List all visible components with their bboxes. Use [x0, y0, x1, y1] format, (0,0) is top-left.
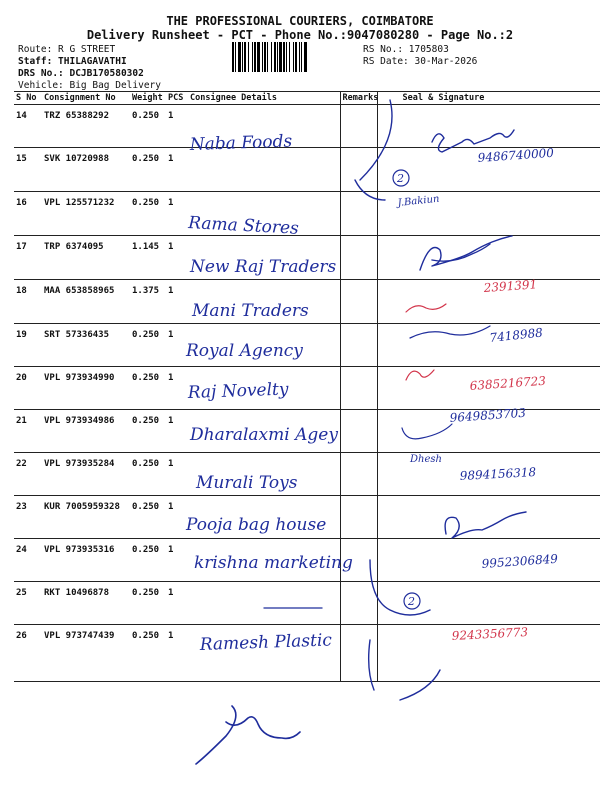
cell-sno: 14	[14, 105, 42, 148]
runsheet-subtitle: Delivery Runsheet - PCT - Phone No.:9047080280 - Page No.:2	[86, 28, 514, 42]
rs-number: RS No.: 1705803	[363, 44, 449, 55]
cell-sno: 21	[14, 410, 42, 453]
cell-weight: 0.250	[130, 453, 166, 496]
handwritten-mark: 2	[397, 172, 404, 185]
bracket-mark-top	[355, 100, 392, 200]
col-remarks: Remarks	[340, 92, 377, 105]
cell-sno: 16	[14, 192, 42, 236]
cell-sno: 26	[14, 625, 42, 682]
drs-number: DRS No.: DCJB170580302	[18, 68, 144, 79]
bracket-mark-bottom	[369, 560, 440, 700]
cell-consignment: TRZ 65388292	[42, 105, 130, 148]
cell-pcs: 1	[166, 582, 188, 625]
handwritten-phone: 7418988	[488, 325, 544, 345]
cell-consignment: VPL 125571232	[42, 192, 130, 236]
handwritten-consignee: Ramesh Plastic	[199, 630, 333, 655]
signature-18-scribble	[406, 304, 446, 312]
cell-pcs: 1	[166, 496, 188, 539]
page-signature	[196, 706, 300, 764]
signature-17-scribble	[420, 236, 512, 270]
handwritten-consignee: Murali Toys	[196, 473, 298, 493]
cell-pcs: 1	[166, 148, 188, 192]
handwritten-consignee: krishna marketing	[194, 553, 353, 573]
cell-pcs: 1	[166, 236, 188, 280]
handwritten-consignee: New Raj Traders	[190, 257, 337, 277]
handwritten-phone: 9649853703	[449, 405, 527, 425]
handwritten-consignee: Royal Agency	[186, 341, 303, 361]
cell-consignment: TRP 6374095	[42, 236, 130, 280]
staff-label: Staff: THILAGAVATHI	[18, 56, 127, 67]
col-pcs: PCS	[166, 92, 188, 105]
cell-sno: 20	[14, 367, 42, 410]
cell-consignment: VPL 973935284	[42, 453, 130, 496]
handwritten-phone: 9243356773	[451, 625, 529, 643]
handwritten-phone: 9952306849	[481, 551, 559, 571]
cell-sno: 24	[14, 539, 42, 582]
cell-sno: 22	[14, 453, 42, 496]
handwritten-phone: 9894156318	[459, 465, 537, 483]
cell-weight: 0.250	[130, 367, 166, 410]
cell-pcs: 1	[166, 105, 188, 148]
cell-consignment: VPL 973934990	[42, 367, 130, 410]
handwritten-mark: 2	[408, 595, 415, 608]
handwritten-consignee: Dharalaxmi Agey	[190, 425, 338, 445]
handwritten-name: J.Bakiun	[397, 193, 440, 209]
cell-sno: 17	[14, 236, 42, 280]
cell-sno: 23	[14, 496, 42, 539]
signature-21-scribble	[402, 424, 452, 439]
rs-date: RS Date: 30-Mar-2026	[363, 56, 478, 67]
signature-24-scribble	[445, 512, 526, 538]
cell-pcs: 1	[166, 410, 188, 453]
handwritten-phone: 2391391	[483, 277, 538, 295]
vehicle-label: Vehicle: Big Bag Delivery	[18, 80, 161, 91]
route-label: Route: R G STREET	[18, 44, 116, 55]
handwritten-phone: 9486740000	[477, 145, 555, 165]
cell-consignment: SRT 57336435	[42, 324, 130, 367]
cell-weight: 0.250	[130, 625, 166, 682]
col-weight: Weight	[130, 92, 166, 105]
col-consignment: Consignment No	[42, 92, 130, 105]
signature-19-scribble	[410, 326, 490, 338]
cell-consignment: RKT 10496878	[42, 582, 130, 625]
runsheet-company-title: THE PROFESSIONAL COURIERS, COIMBATORE	[166, 14, 434, 28]
cell-weight: 1.375	[130, 280, 166, 324]
handwritten-name: Dhesh	[410, 454, 442, 465]
handwritten-consignee: Pooja bag house	[186, 515, 327, 535]
handwritten-consignee: Naba Foods	[189, 131, 293, 155]
handwritten-phone: 6385216723	[469, 373, 547, 393]
cell-consignment: SVK 10720988	[42, 148, 130, 192]
cell-weight: 0.250	[130, 539, 166, 582]
cell-weight: 0.250	[130, 582, 166, 625]
signature-20-scribble	[406, 370, 434, 380]
cell-sno: 18	[14, 280, 42, 324]
handwritten-consignee: Mani Traders	[192, 301, 309, 321]
cell-consignment: VPL 973934986	[42, 410, 130, 453]
cell-weight: 1.145	[130, 236, 166, 280]
cell-weight: 0.250	[130, 105, 166, 148]
handwritten-consignee: Raj Novelty	[187, 379, 289, 403]
cell-consignment: MAA 653858965	[42, 280, 130, 324]
col-signature: Seal & Signature	[377, 92, 600, 105]
cell-pcs: 1	[166, 625, 188, 682]
handwritten-consignee: Rama Stores	[187, 213, 300, 239]
cell-consignment: KUR 7005959328	[42, 496, 130, 539]
cell-weight: 0.250	[130, 192, 166, 236]
cell-weight: 0.250	[130, 148, 166, 192]
cell-pcs: 1	[166, 280, 188, 324]
cell-weight: 0.250	[130, 324, 166, 367]
cell-pcs: 1	[166, 367, 188, 410]
cell-pcs: 1	[166, 324, 188, 367]
cell-weight: 0.250	[130, 496, 166, 539]
cell-sno: 19	[14, 324, 42, 367]
cell-pcs: 1	[166, 192, 188, 236]
cell-sno: 15	[14, 148, 42, 192]
col-consignee: Consignee Details	[188, 92, 340, 105]
cell-pcs: 1	[166, 453, 188, 496]
cell-sno: 25	[14, 582, 42, 625]
col-sno: S No	[14, 92, 42, 105]
cell-weight: 0.250	[130, 410, 166, 453]
cell-consignment: VPL 973747439	[42, 625, 130, 682]
cell-pcs: 1	[166, 539, 188, 582]
cell-consignment: VPL 973935316	[42, 539, 130, 582]
